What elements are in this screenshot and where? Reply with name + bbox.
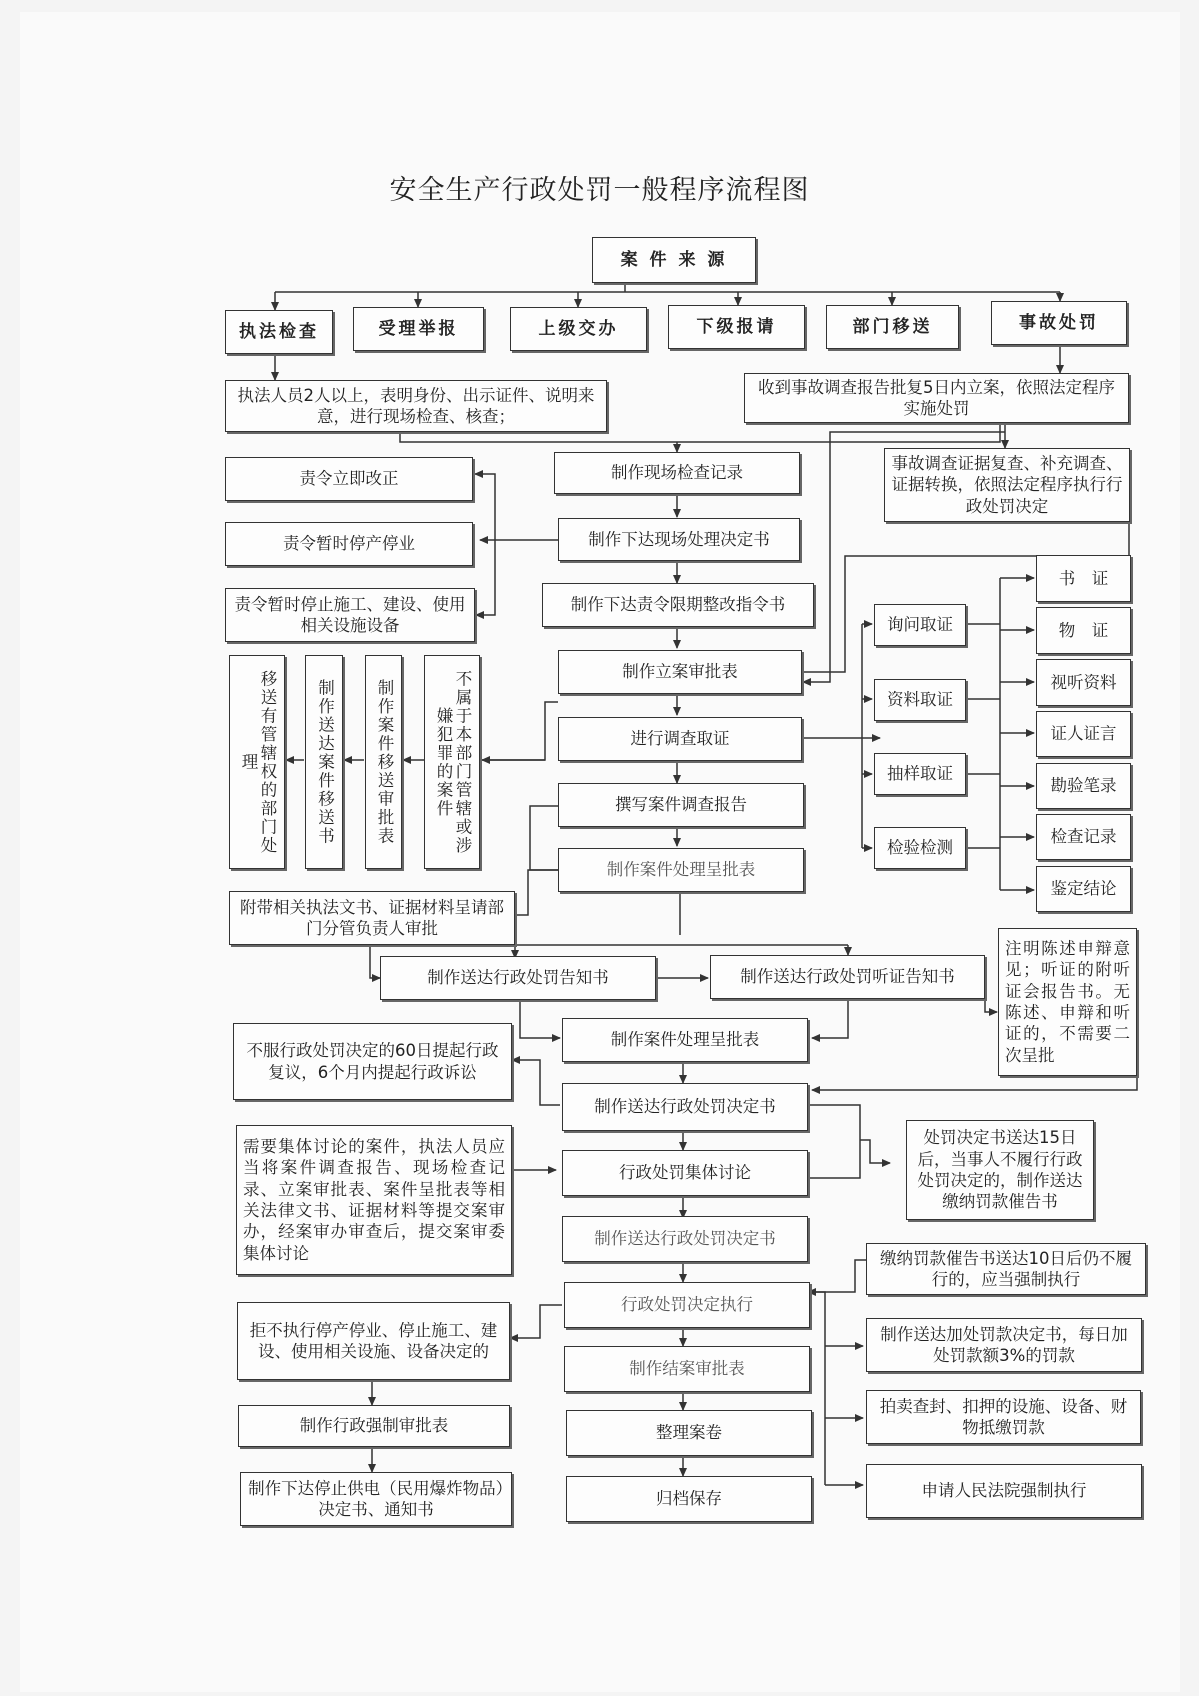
source-enforcement-check: 执法检查 [225, 310, 333, 354]
evidence-survey-record: 勘验笔录 [1036, 763, 1131, 809]
source-accident: 事故处罚 [991, 301, 1127, 345]
penalty-decision-delivery-2: 制作送达行政处罚决定书 [562, 1216, 808, 1262]
attach-documents-note: 附带相关执法文书、证据材料呈请部门分管负责人审批 [229, 891, 515, 945]
power-cut-decision: 制作下达停止供电（民用爆炸物品）决定书、通知书 [240, 1472, 512, 1526]
accident-filing-note: 收到事故调查报告批复5日内立案，依照法定程序实施处罚 [744, 373, 1129, 423]
evidence-appraisal: 鉴定结论 [1036, 866, 1131, 912]
transfer-to-authority: 移送有管辖权的部门处理 [229, 655, 285, 869]
organize-case-file: 整理案卷 [566, 1410, 812, 1456]
payment-reminder: 处罚决定书送达15日后，当事人不履行行政处罚决定的，制作送达缴纳罚款催告书 [906, 1120, 1094, 1220]
document-evidence: 资料取证 [874, 679, 966, 721]
source-superior: 上级交办 [510, 307, 647, 351]
flowchart-title: 安全生产行政处罚一般程序流程图 [389, 175, 810, 206]
investigation-report: 撰写案件调查报告 [558, 783, 804, 827]
sampling-evidence: 抽样取证 [874, 753, 966, 795]
evidence-witness: 证人证言 [1036, 711, 1131, 757]
investigation-evidence: 进行调查取证 [558, 717, 802, 761]
collective-discussion-note: 需要集体讨论的案件，执法人员应当将案件调查报告、现场检查记录、立案审批表、案件呈批表等相关法律文书、证据材料等提交案审办，经案审办审查后，提交案审委集体讨论 [236, 1125, 512, 1275]
accident-evidence-review: 事故调查证据复查、补充调查、证据转换，依照法定程序执行行政处罚决定 [884, 448, 1130, 522]
case-closing-approval: 制作结案审批表 [564, 1346, 810, 1392]
order-temporary-suspension: 责令暂时停产停业 [225, 522, 473, 566]
transfer-approval-form: 制作案件移送审批表 [365, 655, 402, 869]
enforcement-after-reminder: 缴纳罚款催告书送达10日后仍不履行的，应当强制执行 [866, 1243, 1146, 1295]
collective-discussion: 行政处罚集体讨论 [562, 1150, 808, 1196]
evidence-audiovisual: 视听资料 [1036, 659, 1131, 706]
case-handling-approval-1: 制作案件处理呈批表 [558, 848, 804, 892]
source-report: 受理举报 [353, 307, 484, 351]
coercive-measure-approval: 制作行政强制审批表 [238, 1405, 510, 1447]
order-stop-construction: 责令暂时停止施工、建设、使用相关设施设备 [225, 588, 475, 642]
source-lower-level: 下级报请 [668, 305, 805, 349]
inquiry-evidence: 询问取证 [874, 604, 966, 646]
not-jurisdiction-cases: 不属于本部门管辖或涉嫌犯罪的案件 [424, 655, 480, 869]
enforcement-note: 执法人员2人以上，表明身份、出示证件、说明来意，进行现场检查、核查； [225, 380, 607, 432]
penalty-notification: 制作送达行政处罚告知书 [380, 956, 656, 1000]
case-source-box: 案 件 来 源 [592, 237, 756, 283]
site-inspection-record: 制作现场检查记录 [554, 452, 800, 494]
source-department: 部门移送 [826, 305, 959, 349]
inspection-testing: 检验检测 [874, 827, 966, 869]
decision-execution: 行政处罚决定执行 [564, 1282, 810, 1328]
case-handling-approval-2: 制作案件处理呈批表 [562, 1018, 808, 1062]
late-payment-fee-decision: 制作送达加处罚款决定书，每日加处罚款额3%的罚款 [866, 1318, 1142, 1372]
transfer-notice: 制作送达案件移送书 [305, 655, 343, 869]
penalty-decision-delivery: 制作送达行政处罚决定书 [562, 1083, 808, 1131]
refuse-execution-note: 拒不执行停产停业、停止施工、建设、使用相关设施、设备决定的 [237, 1302, 510, 1380]
filing-approval-form: 制作立案审批表 [558, 650, 802, 694]
court-enforcement-request: 申请人民法院强制执行 [866, 1464, 1142, 1518]
evidence-documentary: 书 证 [1036, 555, 1131, 602]
evidence-physical: 物 证 [1036, 607, 1131, 654]
reconsideration-note: 不服行政处罚决定的60日提起行政复议，6个月内提起行政诉讼 [233, 1023, 512, 1100]
hearing-note: 注明陈述申辩意见；听证的附听证会报告书。无陈述、申辩和听证的，不需要二次呈批 [998, 928, 1137, 1076]
rectification-order: 制作下达责令限期整改指令书 [542, 583, 814, 627]
order-immediate-correction: 责令立即改正 [225, 457, 473, 501]
archive-storage: 归档保存 [566, 1476, 812, 1522]
evidence-inspection-record: 检查记录 [1036, 814, 1131, 860]
auction-seized-assets: 拍卖查封、扣押的设施、设备、财物抵缴罚款 [866, 1390, 1141, 1444]
hearing-notification: 制作送达行政处罚听证告知书 [710, 955, 985, 999]
site-handling-decision: 制作下达现场处理决定书 [558, 518, 800, 561]
